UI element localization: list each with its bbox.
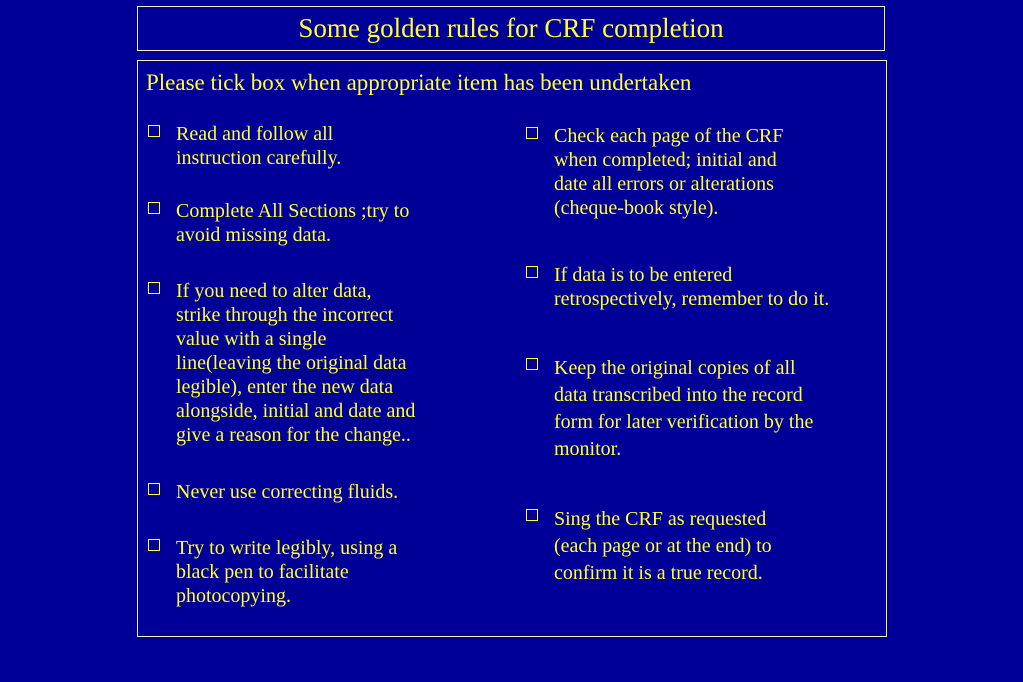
right-item-2-text: If data is to be entered retrospectively, remember to do it. (554, 264, 830, 310)
checkbox-icon[interactable] (148, 202, 160, 214)
checkbox-icon[interactable] (148, 483, 160, 495)
checkbox-icon[interactable] (526, 266, 538, 278)
checkbox-icon[interactable] (148, 282, 160, 294)
left-item-4 (148, 480, 398, 504)
right-item-3-text: Keep the original copies of all data transcribed into the record form for later verification by the monitor. (554, 357, 814, 460)
left-item-5 (148, 536, 397, 608)
right-item-1-text: Check each page of the CRF when completed; initial and date all errors or alterations (cheque-book style). (554, 125, 784, 219)
right-item-4-text: Sing the CRF as requested (each page or at the end) to confirm it is a true record. (554, 508, 772, 584)
checkbox-icon[interactable] (148, 125, 160, 137)
title-box (137, 6, 885, 51)
checkbox-icon[interactable] (148, 539, 160, 551)
slide-subtitle: Please tick box when appropriate item has been undertaken (146, 70, 692, 95)
left-item-5-text: Try to write legibly, using a black pen to facilitate photocopying. (176, 537, 398, 607)
left-item-2-text: Complete All Sections ;try to avoid missing data. (176, 200, 410, 246)
left-item-1 (148, 122, 341, 170)
checkbox-icon[interactable] (526, 127, 538, 139)
right-item-4 (526, 506, 772, 587)
left-item-4-text: Never use correcting fluids. (176, 481, 399, 503)
right-item-3 (526, 355, 813, 463)
left-item-3-text: If you need to alter data, strike through the incorrect value with a single line(leaving the original data legible), enter the new data alongside, initial and date and give a reason for the change.. (176, 280, 416, 446)
left-item-1-text: Read and follow all instruction carefully. (176, 123, 342, 169)
right-item-1 (526, 124, 783, 220)
checkbox-icon[interactable] (526, 509, 538, 521)
left-item-3 (148, 279, 415, 447)
slide-title: Some golden rules for CRF completion (298, 13, 724, 43)
right-item-2 (526, 263, 829, 311)
checkbox-icon[interactable] (526, 358, 538, 370)
content-box (137, 60, 887, 637)
left-item-2 (148, 199, 409, 247)
